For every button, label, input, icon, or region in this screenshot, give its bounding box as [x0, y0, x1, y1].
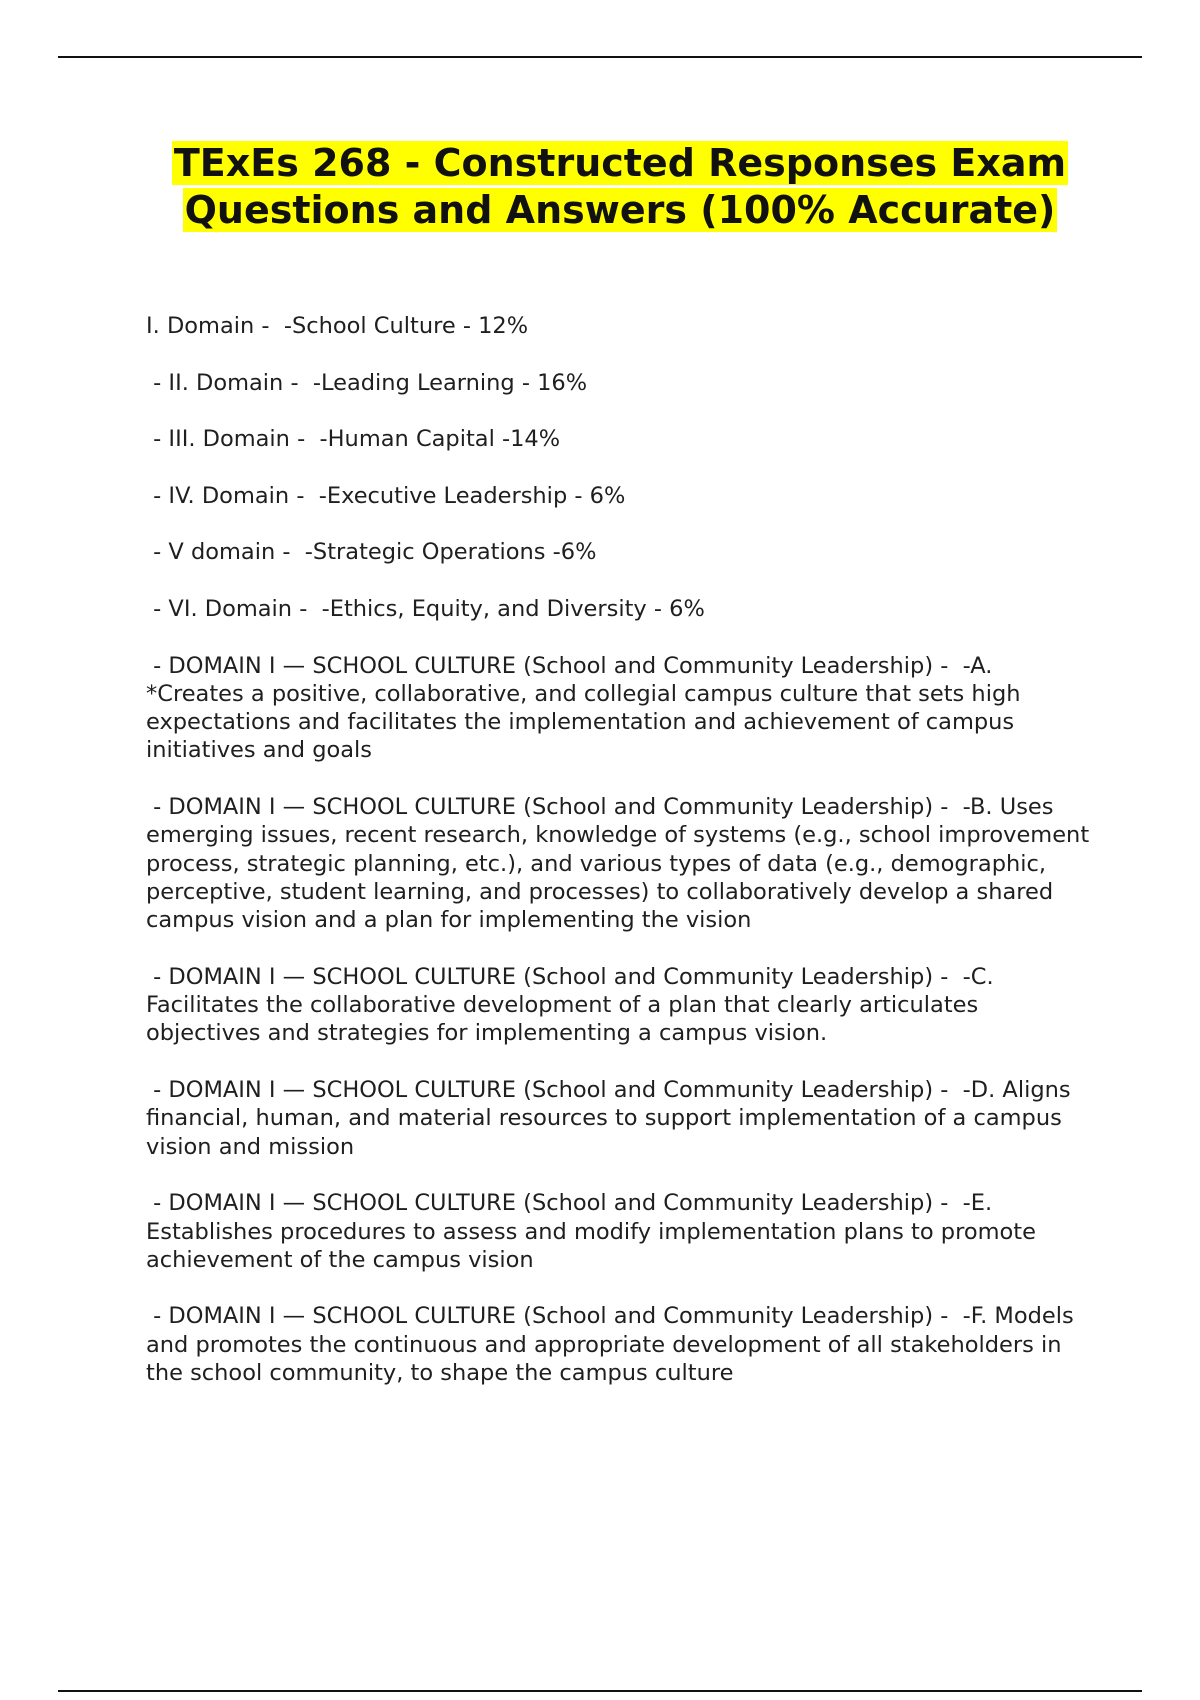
top-rule	[58, 56, 1142, 58]
document-body	[146, 312, 1096, 1416]
domain-entry: I. Domain - -School Culture - 12%	[146, 313, 529, 339]
domain-entry: - VI. Domain - -Ethics, Equity, and Diversity - 6%	[146, 595, 705, 622]
competency-entry: - DOMAIN I — SCHOOL CULTURE (School and Community Leadership) - -C. Facilitates the collaborative development of a plan that clearly articulates objectives and strategies for implementing a campus vision.	[146, 963, 1001, 1047]
domain-entry: - IV. Domain - -Executive Leadership - 6%	[146, 482, 626, 509]
competency-entry: - DOMAIN I — SCHOOL CULTURE (School and Community Leadership) - -F. Models and promotes the continuous and appropriate development of all stakeholders in the school community, to shape the campus culture	[146, 1303, 1081, 1386]
domain-entry: - II. Domain - -Leading Learning - 16%	[146, 369, 588, 396]
document-title-block	[140, 140, 1100, 234]
domain-entry: - III. Domain - -Human Capital -14%	[146, 426, 561, 453]
bottom-rule	[58, 1690, 1142, 1692]
domain-entry: - V domain - -Strategic Operations -6%	[146, 539, 597, 566]
competency-entry: - DOMAIN I — SCHOOL CULTURE (School and Community Leadership) - -B. Uses emerging issues, recent research, knowledge of systems (e.g., school improvement process, strategic planning, etc.), and various types of data (e.g., demographic, perceptive, student learning, and processes) to collaboratively develop a shared campus vision and a plan for implementing the vision	[146, 794, 1097, 934]
competency-entry: - DOMAIN I — SCHOOL CULTURE (School and Community Leadership) - -A. *Creates a positive, collaborative, and collegial campus culture that sets high expectations and facilitates the implementation and achievement of campus initiatives and goals	[146, 652, 1028, 764]
competency-entry: - DOMAIN I — SCHOOL CULTURE (School and Community Leadership) - -D. Aligns financial, human, and material resources to support implementation of a campus vision and mission	[146, 1077, 1078, 1160]
document-title: TExEs 268 - Constructed Responses Exam Questions and Answers (100% Accurate)	[173, 141, 1067, 232]
competency-entry: - DOMAIN I — SCHOOL CULTURE (School and Community Leadership) - -E. Establishes procedures to assess and modify implementation plans to promote achievement of the campus vision	[146, 1190, 1044, 1273]
